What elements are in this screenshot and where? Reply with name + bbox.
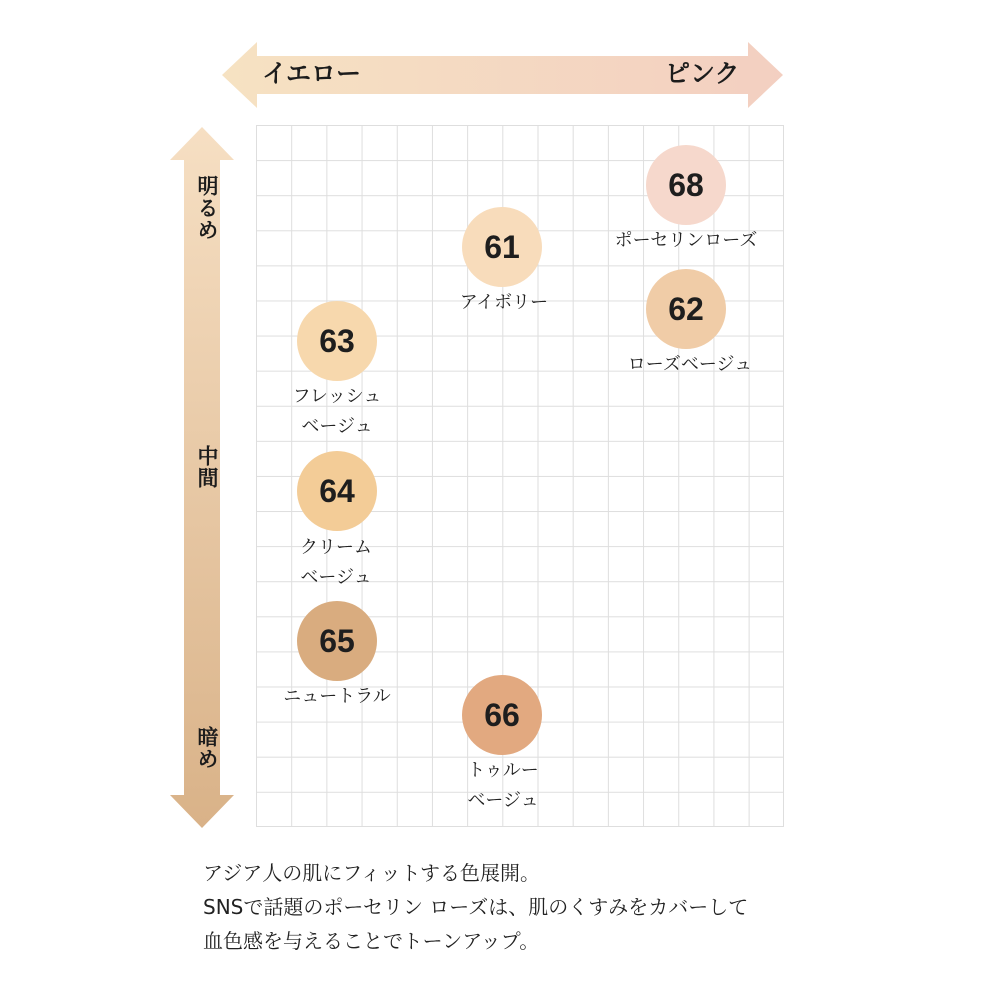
shade-number: 62 <box>668 290 704 327</box>
axis-label-pink: ピンク <box>665 59 740 88</box>
shade-number: 61 <box>484 228 520 265</box>
shade-name-line: ローズベージュ <box>627 354 753 375</box>
shade-name-63 <box>237 382 437 442</box>
shade-name-line: アイボリー <box>459 292 549 313</box>
shade-swatch-62 <box>646 269 726 349</box>
shade-name-line: ベージュ <box>300 567 372 588</box>
shade-swatch-64 <box>297 451 377 531</box>
shade-swatch-61 <box>462 207 542 287</box>
shade-number: 64 <box>319 472 355 509</box>
shade-name-66 <box>403 756 603 816</box>
shade-swatch-63 <box>297 301 377 381</box>
axis-label-medium: 中間 <box>195 445 219 489</box>
description-line: 血色感を与えることでトーンアップ。 <box>203 929 540 953</box>
shade-number: 65 <box>319 622 355 659</box>
shade-name-line: ニュートラル <box>283 686 391 707</box>
shade-name-line: フレッシュ <box>292 386 382 407</box>
shade-name-68 <box>586 226 786 256</box>
shade-name-65 <box>237 682 437 712</box>
shade-name-61 <box>404 288 604 318</box>
axis-label-light: 明るめ <box>195 175 219 241</box>
shade-name-line: ベージュ <box>301 416 373 437</box>
shade-swatch-65 <box>297 601 377 681</box>
description-text <box>203 856 903 958</box>
shade-swatch-66 <box>462 675 542 755</box>
shade-number: 66 <box>484 696 520 733</box>
shade-name-line: ベージュ <box>467 790 539 811</box>
axis-label-yellow: イエロー <box>262 59 362 88</box>
shade-name-62 <box>590 350 790 380</box>
shade-swatch-68 <box>646 145 726 225</box>
axis-label-dark: 暗め <box>195 726 219 770</box>
description-line: アジア人の肌にフィットする色展開。 <box>203 861 540 885</box>
description-line: SNSで話題のポーセリン ローズは、肌のくすみをカバーして <box>203 895 749 919</box>
shade-name-line: トゥルー <box>467 760 539 781</box>
shade-number: 63 <box>319 322 355 359</box>
shade-number: 68 <box>668 166 704 203</box>
shade-name-line: ポーセリンローズ <box>614 230 758 251</box>
shade-name-line: クリーム <box>300 537 372 558</box>
shade-name-64 <box>236 533 436 593</box>
